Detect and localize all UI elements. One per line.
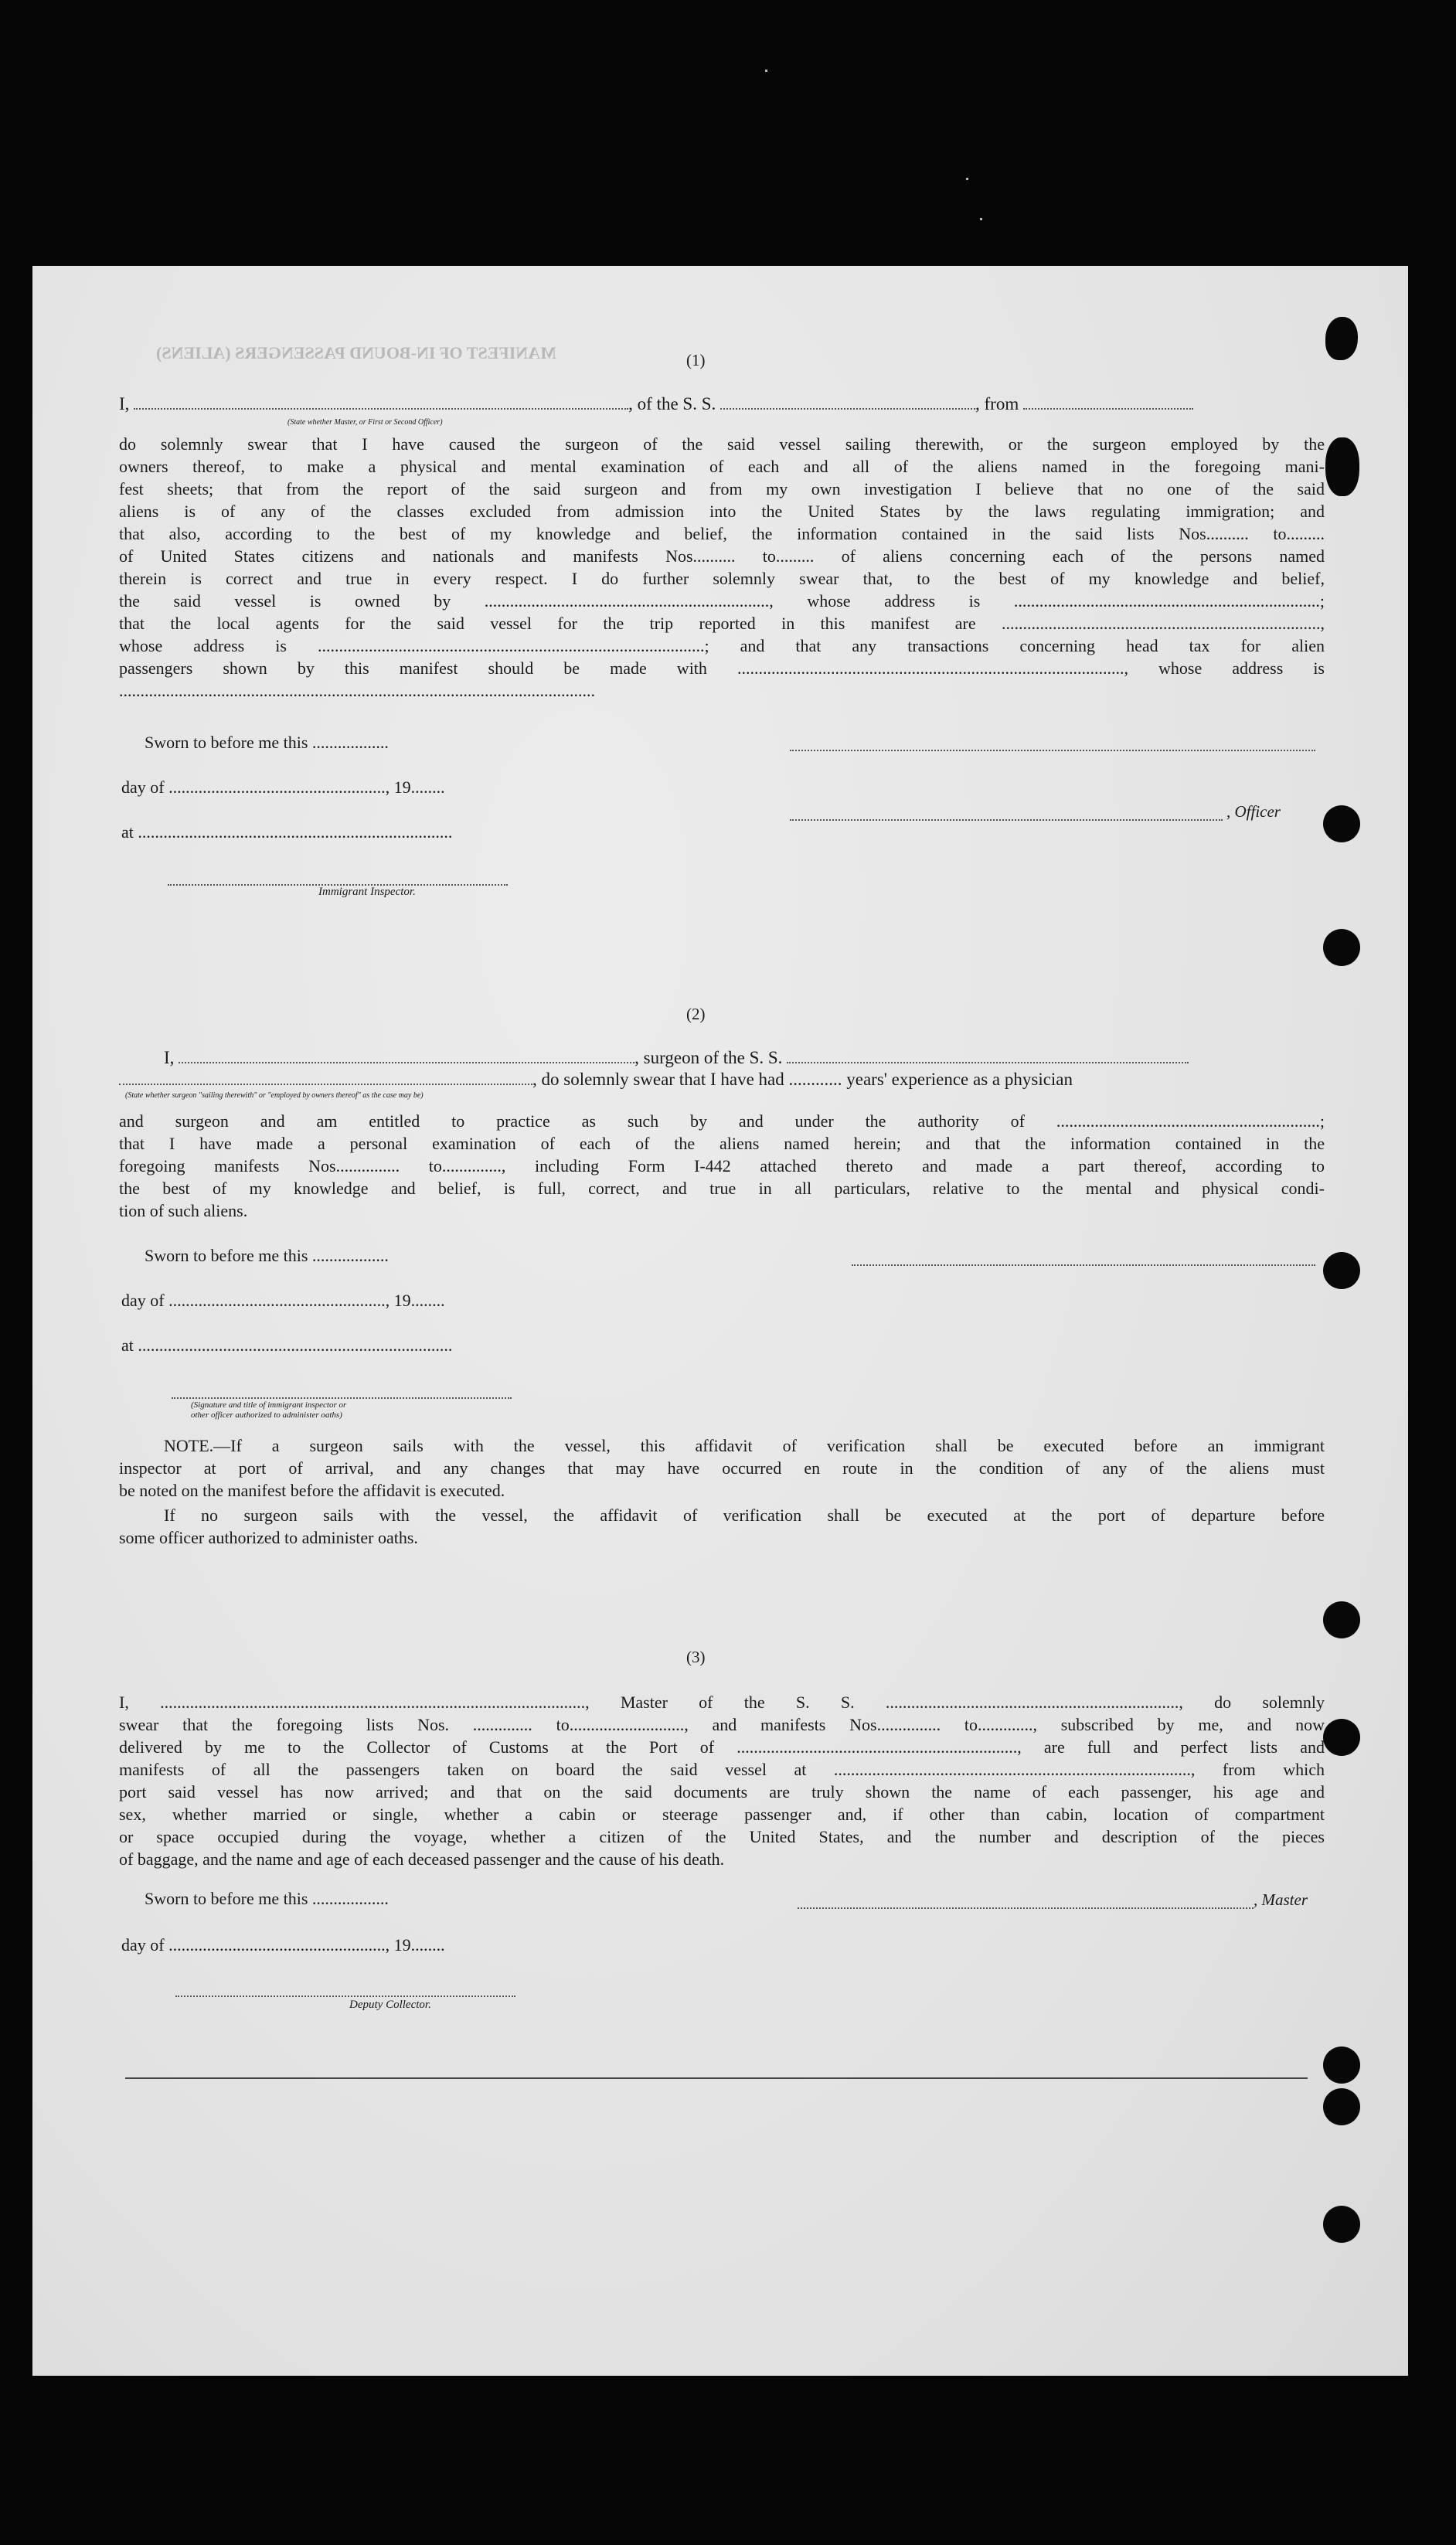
- bottom-rule: [125, 2077, 1308, 2079]
- s2-body-line: that I have made a personal examination of each of the aliens named herein; and that the information contained in the: [119, 1134, 1325, 1153]
- s1-body-line: of United States citizens and nationals and manifests Nos.......... to......... of aliens concerning each of the persons named: [119, 546, 1325, 566]
- note-line: be noted on the manifest before the affidavit is executed.: [119, 1481, 505, 1500]
- section-2-sworn: Sworn to before me this ..................: [145, 1246, 389, 1265]
- section-2-inspector-line: [172, 1397, 512, 1399]
- punch-hole: [1323, 2088, 1360, 2125]
- section-2-line-2: [119, 1070, 1073, 1090]
- s1-body-line: passengers shown by this manifest should be made with ..........................................................................................., whose address is: [119, 658, 1325, 678]
- section-2-inspector-caption-1: (Signature and title of immigrant inspector or: [191, 1400, 347, 1410]
- s3-body-line: swear that the foregoing lists Nos. .............. to..........................., and manifests Nos............... to............., subscribed by me, and now: [119, 1715, 1325, 1734]
- section-2-intro: [164, 1048, 1189, 1068]
- s2-body-line: foregoing manifests Nos............... to.............., including Form I-442 attached thereto and made a part thereof, according to: [119, 1156, 1325, 1176]
- s1-body-line: owners thereof, to make a physical and mental examination of each and all of the aliens named in the foregoing mani-: [119, 457, 1325, 476]
- scan-speck: [765, 70, 767, 72]
- note-line: NOTE.—If a surgeon sails with the vessel, this affidavit of verification shall be executed before an immigrant: [164, 1436, 1325, 1455]
- s3-body-line: of baggage, and the name and age of each deceased passenger and the cause of his death.: [119, 1849, 725, 1869]
- punch-hole: [1325, 317, 1358, 360]
- document-page: [32, 266, 1408, 2376]
- section-1-intro-a: I,: [119, 394, 134, 413]
- punch-hole: [1323, 1252, 1360, 1289]
- punch-hole: [1323, 2047, 1360, 2084]
- section-1-at: at ..........................................................................: [121, 822, 453, 842]
- section-2-at: at ..........................................................................: [121, 1335, 453, 1355]
- section-2-day: day of ..................................................., 19........: [121, 1291, 445, 1310]
- punch-hole: [1323, 805, 1360, 842]
- s1-body-line: ................................................................................................................: [119, 681, 595, 700]
- section-1-sworn: Sworn to before me this ..................: [145, 733, 389, 752]
- section-3-master-label: , Master: [1254, 1890, 1308, 1909]
- section-1-day: day of ..................................................., 19........: [121, 777, 445, 797]
- section-2-signature-line: [852, 1264, 1315, 1266]
- section-2-intro-a: I,: [164, 1048, 179, 1067]
- punch-hole: [1325, 437, 1359, 496]
- punch-hole: [1323, 1601, 1360, 1638]
- scan-speck: [966, 178, 968, 180]
- section-1-intro-blank-c: [1023, 408, 1193, 410]
- scan-speck: [980, 218, 982, 220]
- section-2-intro-blank-b: [787, 1062, 1189, 1063]
- s3-body-line: or space occupied during the voyage, whether a citizen of the United States, and the number and description of the pieces: [119, 1827, 1325, 1846]
- bleed-through-text: MANIFEST OF IN-BOUND PASSENGERS (ALIENS): [156, 343, 556, 362]
- section-1-intro: [119, 394, 1325, 414]
- section-2-intro-b: , surgeon of the S. S.: [634, 1048, 788, 1067]
- s1-body-line: the said vessel is owned by ..................................................................., whose address is ........................................................................;: [119, 591, 1325, 611]
- section-1-officer-label: , Officer: [1226, 802, 1281, 821]
- note-line: If no surgeon sails with the vessel, the affidavit of verification shall be executed at the port of departure before: [164, 1506, 1325, 1525]
- s2-body-line: and surgeon and am entitled to practice as such by and under the authority of ..............................................................;: [119, 1111, 1325, 1131]
- section-1-signature-line: [790, 750, 1315, 751]
- section-3-day: day of ..................................................., 19........: [121, 1935, 445, 1955]
- punch-hole: [1323, 1719, 1360, 1756]
- section-2-inspector-caption-2: other officer authorized to administer oaths): [191, 1410, 342, 1420]
- punch-hole: [1323, 2206, 1360, 2243]
- s3-body-line: I, ...................................................................................................., Master of the S. S. ....................................................................., do solemnly: [119, 1693, 1325, 1712]
- s1-body-line: therein is correct and true in every respect. I do further solemnly swear that, to the best of my knowledge and belief,: [119, 569, 1325, 588]
- section-1-number: (1): [686, 351, 706, 369]
- section-3-collector-caption: Deputy Collector.: [349, 1999, 431, 2011]
- section-3-collector-line: [175, 1996, 515, 1997]
- s1-body-line: that the local agents for the said vessel for the trip reported in this manifest are ...........................................................................,: [119, 614, 1325, 633]
- section-1-officer-line: [790, 819, 1223, 821]
- section-1-intro-blank-b: [720, 408, 975, 410]
- section-2-number: (2): [686, 1005, 706, 1023]
- s1-body-line: do solemnly swear that I have caused the surgeon of the said vessel sailing therewith, or the surgeon employed by the: [119, 434, 1325, 454]
- s1-body-line: that also, according to the best of my knowledge and belief, the information contained in the said lists Nos.......... to.........: [119, 524, 1325, 543]
- s1-body-line: aliens is of any of the classes excluded from admission into the United States by the laws regulating immigration; and: [119, 502, 1325, 521]
- section-3-number: (3): [686, 1648, 706, 1666]
- s1-body-line: fest sheets; that from the report of the said surgeon and from my own investigation I believe that no one of the said: [119, 479, 1325, 498]
- section-1-role-caption: (State whether Master, or First or Second Officer): [287, 418, 443, 427]
- s3-body-line: port said vessel has now arrived; and that on the said documents are truly shown the name of each passenger, his age and: [119, 1782, 1325, 1802]
- section-2-line-2-blank: [119, 1084, 532, 1085]
- section-1-intro-b: , of the S. S.: [628, 394, 721, 413]
- s1-body-line: whose address is ...........................................................................................; and that any transactions concerning head tax for alien: [119, 636, 1325, 655]
- s3-body-line: delivered by me to the Collector of Customs at the Port of .................................................................., are full and perfect lists and: [119, 1737, 1325, 1757]
- section-1-intro-c: , from: [975, 394, 1023, 413]
- s2-body-line: the best of my knowledge and belief, is full, correct, and true in all particulars, relative to the mental and physical condi-: [119, 1179, 1325, 1198]
- section-2-line-2-text: , do solemnly swear that I have had ............ years' experience as a physician: [532, 1070, 1073, 1089]
- punch-hole: [1323, 929, 1360, 966]
- section-2-role-caption: (State whether surgeon "sailing therewith" or "employed by owners thereof" as the case may be): [125, 1091, 424, 1100]
- s3-body-line: sex, whether married or single, whether a cabin or steerage passenger and, if other than cabin, location of compartment: [119, 1805, 1325, 1824]
- section-1-inspector-caption: Immigrant Inspector.: [318, 886, 416, 898]
- section-1-intro-blank-a: [134, 408, 628, 410]
- s2-body-line: tion of such aliens.: [119, 1201, 248, 1220]
- note-line: some officer authorized to administer oaths.: [119, 1528, 418, 1547]
- section-3-master-line: [798, 1907, 1254, 1909]
- section-2-intro-blank-a: [179, 1062, 634, 1063]
- s3-body-line: manifests of all the passengers taken on board the said vessel at ...................................................................................., from which: [119, 1760, 1325, 1779]
- section-3-sworn: Sworn to before me this ..................: [145, 1889, 389, 1908]
- note-line: inspector at port of arrival, and any changes that may have occurred en route in the condition of any of the aliens must: [119, 1458, 1325, 1478]
